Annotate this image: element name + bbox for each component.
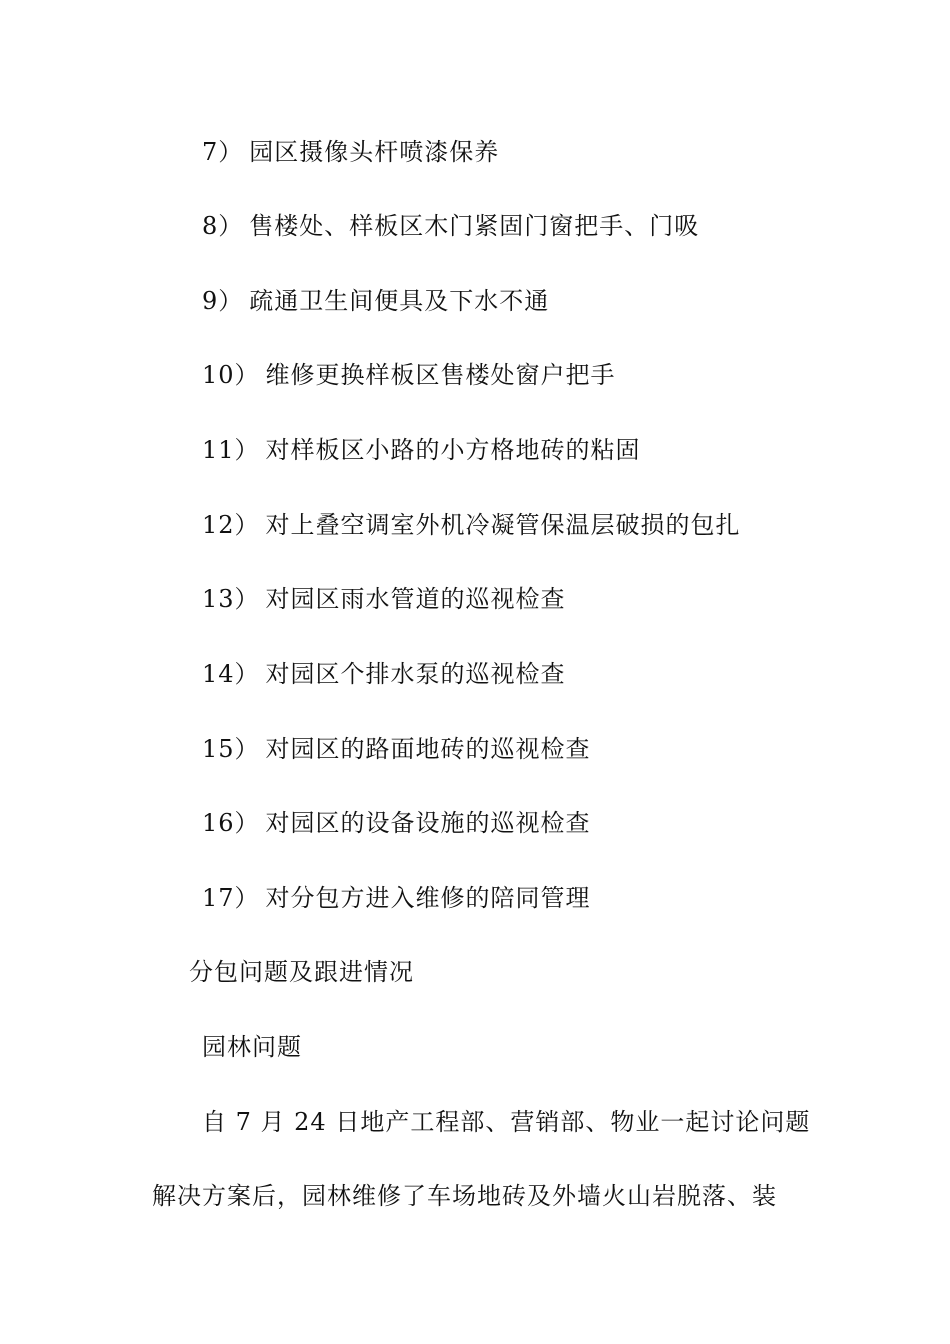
list-item-text: 对上叠空调室外机冷凝管保温层破损的包扎 bbox=[265, 511, 741, 539]
list-item-number: 17） bbox=[202, 884, 260, 912]
list-item-text: 对园区的路面地砖的巡视检查 bbox=[265, 735, 591, 763]
list-item bbox=[202, 360, 616, 390]
list-item-text: 维修更换样板区售楼处窗户把手 bbox=[265, 361, 616, 389]
list-item bbox=[202, 808, 591, 838]
list-item-number: 7） bbox=[202, 138, 244, 166]
list-item-text: 对分包方进入维修的陪同管理 bbox=[265, 884, 591, 912]
paragraph-line-2: 解决方案后，园林维修了车场地砖及外墙火山岩脱落、装 bbox=[152, 1182, 777, 1210]
list-item-text: 对园区个排水泵的巡视检查 bbox=[265, 660, 566, 688]
list-item bbox=[202, 883, 591, 913]
list-item bbox=[202, 659, 566, 689]
list-item bbox=[202, 137, 499, 167]
paragraph-line-1: 自 7 月 24 日地产工程部、营销部、物业一起讨论问题 bbox=[202, 1108, 811, 1136]
list-item-number: 16） bbox=[202, 809, 260, 837]
list-item bbox=[202, 211, 699, 241]
list-item-number: 10） bbox=[202, 361, 260, 389]
list-item-text: 对样板区小路的小方格地砖的粘固 bbox=[265, 436, 641, 464]
list-item-text: 售楼处、样板区木门紧固门窗把手、门吸 bbox=[249, 212, 700, 240]
list-item-number: 15） bbox=[202, 735, 260, 763]
list-item bbox=[202, 286, 549, 316]
list-item-number: 14） bbox=[202, 660, 260, 688]
list-item-text: 园区摄像头杆喷漆保养 bbox=[249, 138, 500, 166]
list-item-number: 13） bbox=[202, 585, 260, 613]
list-item bbox=[202, 734, 591, 764]
list-item bbox=[202, 435, 641, 465]
list-item-number: 12） bbox=[202, 511, 260, 539]
list-item bbox=[202, 584, 566, 614]
list-item-number: 9） bbox=[202, 287, 244, 315]
list-item-text: 对园区的设备设施的巡视检查 bbox=[265, 809, 591, 837]
list-item-text: 疏通卫生间便具及下水不通 bbox=[249, 287, 550, 315]
list-item-text: 对园区雨水管道的巡视检查 bbox=[265, 585, 566, 613]
list-item bbox=[202, 510, 741, 540]
list-item-number: 11） bbox=[202, 436, 260, 464]
list-item-number: 8） bbox=[202, 212, 244, 240]
subsection-heading: 园林问题 bbox=[202, 1033, 302, 1061]
section-heading: 分包问题及跟进情况 bbox=[189, 958, 414, 986]
